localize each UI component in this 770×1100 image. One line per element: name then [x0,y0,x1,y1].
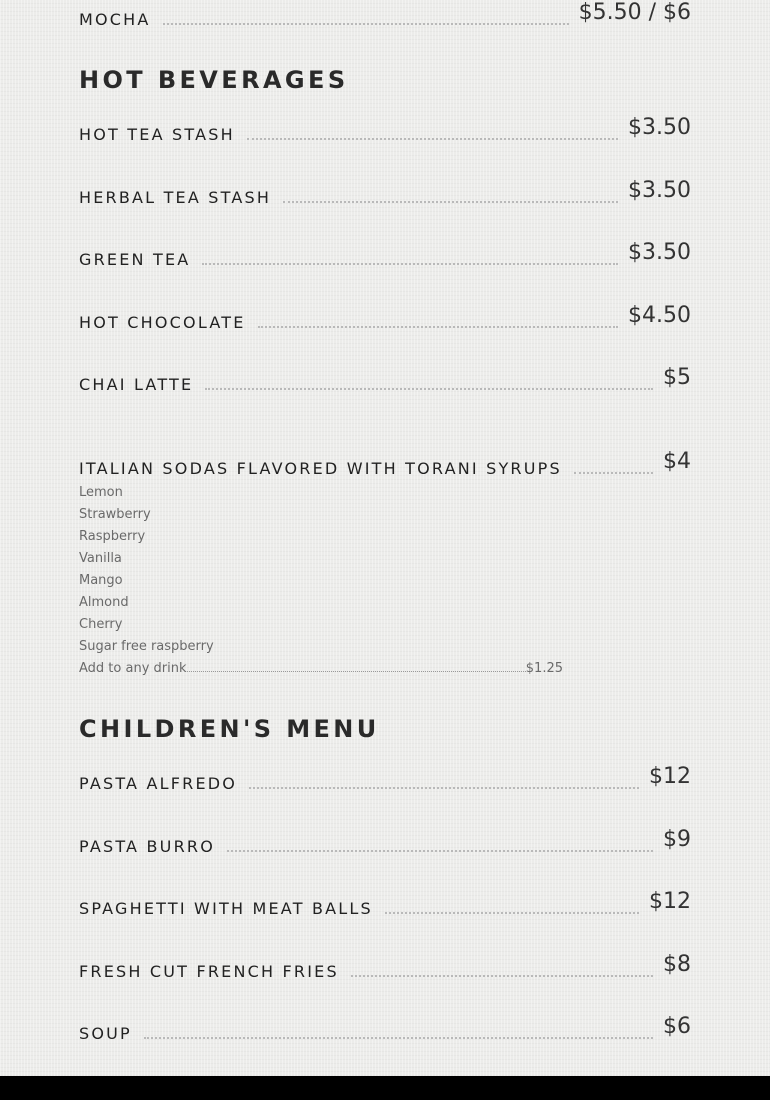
menu-item-mocha [79,0,691,29]
flavor-item: Lemon [79,485,123,500]
dot-leader [227,850,653,852]
item-price: $3.50 [628,178,691,203]
dot-leader [163,23,569,25]
addon-line [79,662,563,675]
menu-item [79,303,691,332]
flavor-item: Raspberry [79,529,146,544]
item-name: PASTA BURRO [79,837,216,856]
item-price: $3.50 [628,115,691,140]
menu-item [79,827,691,856]
menu-item-italian-sodas [79,449,691,478]
item-price: $4 [663,449,691,474]
flavor-item: Mango [79,573,123,588]
dot-leader [574,472,653,474]
item-name: SPAGHETTI WITH MEAT BALLS [79,899,373,918]
flavor-item: Cherry [79,617,123,632]
flavor-item: Vanilla [79,551,122,566]
item-name: HOT TEA STASH [79,125,235,144]
section-title-childrens-menu: CHILDREN'S MENU [79,715,380,743]
bottom-bar [0,1076,770,1100]
menu-item [79,764,691,793]
item-price: $9 [663,827,691,852]
menu-item [79,889,691,918]
item-price: $8 [663,952,691,977]
menu-item [79,365,691,394]
dot-leader [249,787,639,789]
item-price: $5.50 / $6 [578,0,691,25]
item-price: $12 [649,764,691,789]
dot-leader [247,138,618,140]
item-name: GREEN TEA [79,250,191,269]
item-name: CHAI LATTE [79,375,194,394]
item-name: ITALIAN SODAS FLAVORED WITH TORANI SYRUPS [79,459,562,478]
dot-leader [205,388,653,390]
addon-price: $1.25 [525,661,563,676]
item-price: $12 [649,889,691,914]
item-name: FRESH CUT FRENCH FRIES [79,962,339,981]
menu-item [79,1014,691,1043]
addon-label: Add to any drink [79,661,187,676]
item-price: $5 [663,365,691,390]
dot-leader [187,671,526,672]
item-name: HERBAL TEA STASH [79,188,272,207]
menu-item [79,178,691,207]
dot-leader [202,263,618,265]
menu-item [79,240,691,269]
item-price: $3.50 [628,240,691,265]
dot-leader [258,326,619,328]
dot-leader [144,1037,653,1039]
item-name: SOUP [79,1024,132,1043]
dot-leader [283,201,618,203]
dot-leader [385,912,639,914]
flavor-item: Sugar free raspberry [79,639,214,654]
flavor-item: Strawberry [79,507,151,522]
menu-item [79,115,691,144]
item-price: $6 [663,1014,691,1039]
item-name: MOCHA [79,10,151,29]
flavor-item: Almond [79,595,129,610]
dot-leader [351,975,653,977]
item-name: HOT CHOCOLATE [79,313,246,332]
section-title-hot-beverages: HOT BEVERAGES [79,66,349,94]
item-price: $4.50 [628,303,691,328]
menu-item [79,952,691,981]
item-name: PASTA ALFREDO [79,774,238,793]
